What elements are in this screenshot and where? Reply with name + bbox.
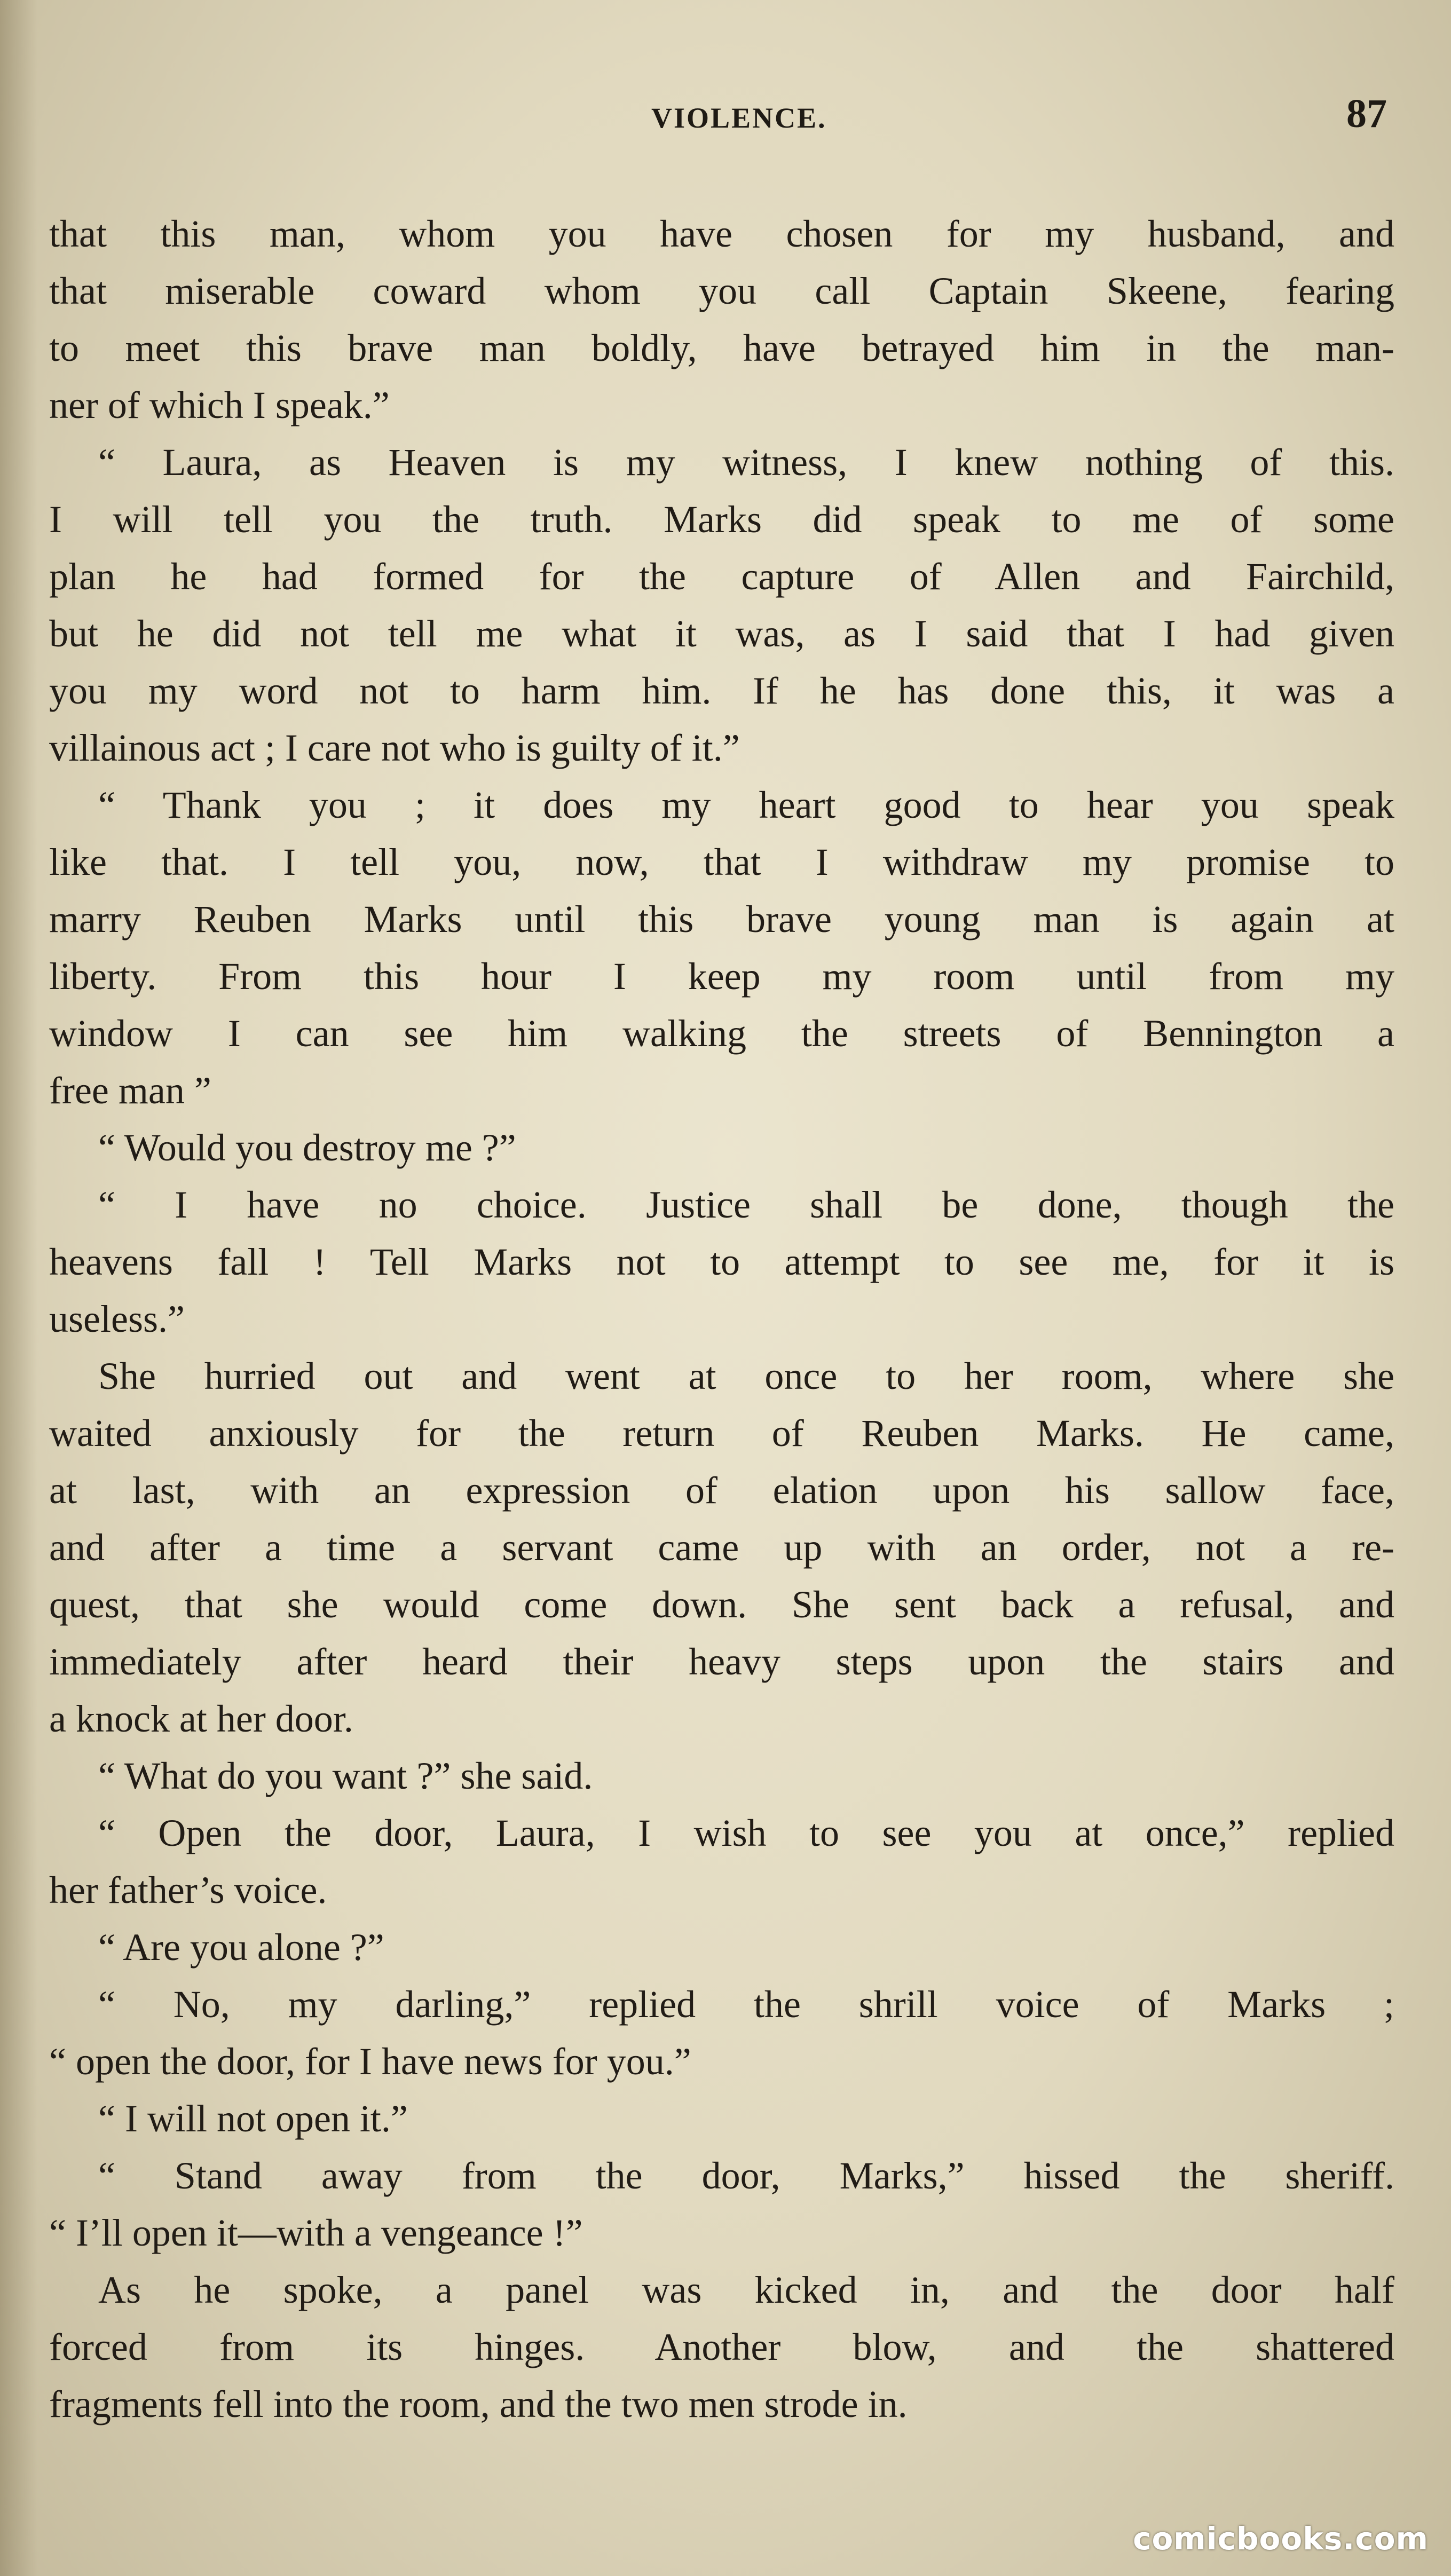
text-line: quest, that she would come down. She sent back a refusal, and [49,1583,1394,1626]
watermark: comicbooks.com [1133,2520,1429,2557]
text-line: “ I have no choice. Justice shall be done, though the [98,1183,1394,1226]
text-line: waited anxiously for the return of Reuben Marks. He came, [49,1412,1394,1455]
text-line: villainous act ; I care not who is guilty of it.” [49,726,740,769]
text-line: “ I’ll open it—with a vengeance !” [49,2211,583,2254]
text-line: “ Open the door, Laura, I wish to see you at once,” replied [98,1812,1394,1854]
text-line: “ Thank you ; it does my heart good to hear you speak [98,784,1394,826]
text-line: She hurried out and went at once to her room, where she [98,1355,1394,1397]
text-line: at last, with an expression of elation upon his sallow face, [49,1469,1394,1512]
text-line: “ open the door, for I have news for you.” [49,2040,691,2083]
text-line: to meet this brave man boldly, have betrayed him in the man- [49,327,1394,369]
text-line: “ Stand away from the door, Marks,” hissed the sheriff. [98,2154,1394,2197]
text-line: heavens fall ! Tell Marks not to attempt to see me, for it is [49,1240,1394,1283]
text-line: window I can see him walking the streets of Bennington a [49,1012,1394,1055]
page-gutter-shadow [0,0,37,2576]
text-line: her father’s voice. [49,1869,327,1911]
text-line: “ Laura, as Heaven is my witness, I knew nothing of this. [98,441,1394,484]
text-line: “ What do you want ?” she said. [98,1755,593,1797]
page-number: 87 [1346,91,1387,136]
text-line: liberty. From this hour I keep my room until from my [49,955,1394,998]
text-line: immediately after heard their heavy steps upon the stairs and [49,1640,1394,1683]
text-line: but he did not tell me what it was, as I said that I had given [49,612,1394,655]
text-line: “ Would you destroy me ?” [98,1126,516,1169]
text-line: plan he had formed for the capture of Allen and Fairchild, [49,555,1394,598]
text-line: that this man, whom you have chosen for my husband, and [49,212,1394,255]
text-line: “ No, my darling,” replied the shrill voice of Marks ; [98,1983,1394,2026]
text-line: forced from its hinges. Another blow, and the shattered [49,2326,1394,2368]
text-line: a knock at her door. [49,1697,353,1740]
text-line: like that. I tell you, now, that I withdraw my promise to [49,841,1394,883]
page-header [43,91,1399,149]
text-line: and after a time a servant came up with an order, not a re- [49,1526,1394,1569]
text-line: you my word not to harm him. If he has done this, it was a [49,669,1394,712]
text-line: I will tell you the truth. Marks did speak to me of some [49,498,1394,541]
text-line: useless.” [49,1298,185,1340]
text-line: free man ” [49,1069,211,1112]
body-text [49,206,1394,2433]
text-line: ner of which I speak.” [49,384,390,426]
text-line: marry Reuben Marks until this brave young man is again at [49,898,1394,941]
text-line: fragments fell into the room, and the two men strode in. [49,2383,908,2425]
text-line: “ Are you alone ?” [98,1926,384,1969]
text-line: that miserable coward whom you call Captain Skeene, fearing [49,270,1394,312]
text-line: “ I will not open it.” [98,2097,408,2140]
running-title: VIOLENCE. [651,102,827,134]
text-line: As he spoke, a panel was kicked in, and the door half [98,2269,1394,2311]
